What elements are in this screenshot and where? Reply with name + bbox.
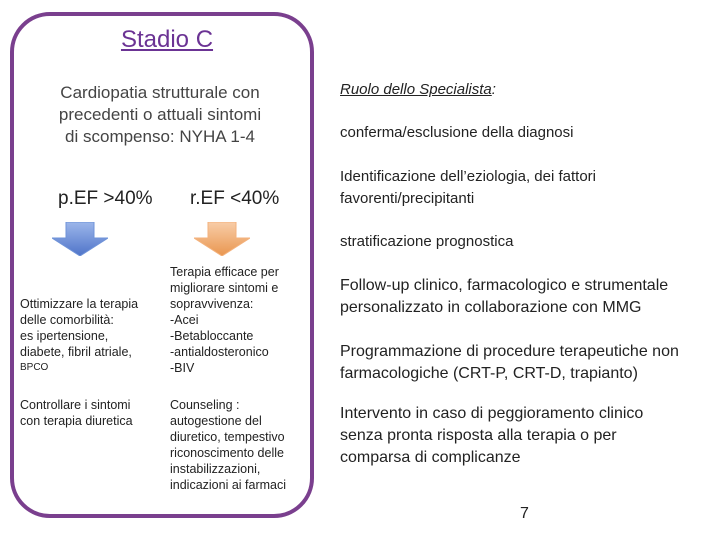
- text-line: senza pronta risposta alla terapia o per: [340, 427, 617, 444]
- role-item: [340, 275, 712, 319]
- text-line: personalizzato in collaborazione con MMG: [340, 299, 642, 316]
- text-line: diabete, fibril atriale,: [20, 345, 132, 359]
- role-item: [340, 231, 712, 253]
- text-line: Programmazione di procedure terapeutiche non: [340, 343, 679, 360]
- text-line: Ottimizzare la terapia: [20, 297, 139, 311]
- text-line: instabilizzazioni,: [170, 462, 261, 476]
- text-line: Terapia efficace per: [170, 265, 279, 279]
- text-line: -BIV: [170, 361, 195, 375]
- stage-description-line: precedenti o attuali sintomi: [58, 105, 262, 124]
- text-line: conferma/esclusione della diagnosi: [340, 124, 574, 141]
- role-item: [340, 166, 712, 210]
- text-line: Identificazione dell’eziologia, dei fattori: [340, 168, 596, 185]
- pef-label: p.EF >40%: [58, 188, 153, 209]
- text-line: es ipertensione,: [20, 329, 109, 343]
- down-arrow-icon: [52, 222, 108, 256]
- text-line: comparsa di complicanze: [340, 449, 521, 466]
- page-number: 7: [520, 505, 529, 522]
- effective-therapy-text: [170, 264, 310, 376]
- stage-description: [28, 82, 292, 148]
- specialist-role-title: [340, 81, 496, 98]
- text-line: con terapia diuretica: [20, 414, 133, 428]
- text-line: delle comorbilità:: [20, 313, 114, 327]
- text-line: sopravvivenza:: [170, 297, 254, 311]
- counseling-text: [170, 397, 310, 493]
- role-item: [340, 403, 712, 469]
- text-line: Follow-up clinico, farmacologico e strumentale: [340, 277, 669, 294]
- specialist-role-title-colon: :: [491, 81, 496, 98]
- diuretic-therapy-text: [20, 397, 170, 429]
- text-line: BPCO: [20, 362, 49, 373]
- text-line: indicazioni ai farmaci: [170, 478, 287, 492]
- text-line: farmacologiche (CRT-P, CRT-D, trapianto): [340, 365, 638, 382]
- stage-description-line: Cardiopatia strutturale con: [60, 83, 260, 102]
- text-line: Intervento in caso di peggioramento clinico: [340, 405, 644, 422]
- text-line: migliorare sintomi e: [170, 281, 279, 295]
- stage-description-line: di scompenso: NYHA 1-4: [65, 127, 255, 146]
- text-line: -Acei: [170, 313, 199, 327]
- text-line: Controllare i sintomi: [20, 398, 131, 412]
- role-item: [340, 341, 712, 385]
- text-line: Counseling :: [170, 398, 240, 412]
- text-line: favorenti/precipitanti: [340, 190, 475, 207]
- text-line: diuretico, tempestivo: [170, 430, 285, 444]
- text-line: autogestione del: [170, 414, 262, 428]
- text-line: -Betabloccante: [170, 329, 254, 343]
- role-item: [340, 122, 712, 144]
- down-arrow-icon: [194, 222, 250, 256]
- text-line: riconoscimento delle: [170, 446, 284, 460]
- text-line: stratificazione prognostica: [340, 233, 514, 250]
- specialist-role-title-text: Ruolo dello Specialista: [340, 81, 492, 98]
- page-title: Stadio C: [120, 26, 214, 53]
- comorbidity-therapy-text: [20, 296, 170, 376]
- text-line: -antialdosteronico: [170, 345, 269, 359]
- ref-label: r.EF <40%: [190, 188, 280, 209]
